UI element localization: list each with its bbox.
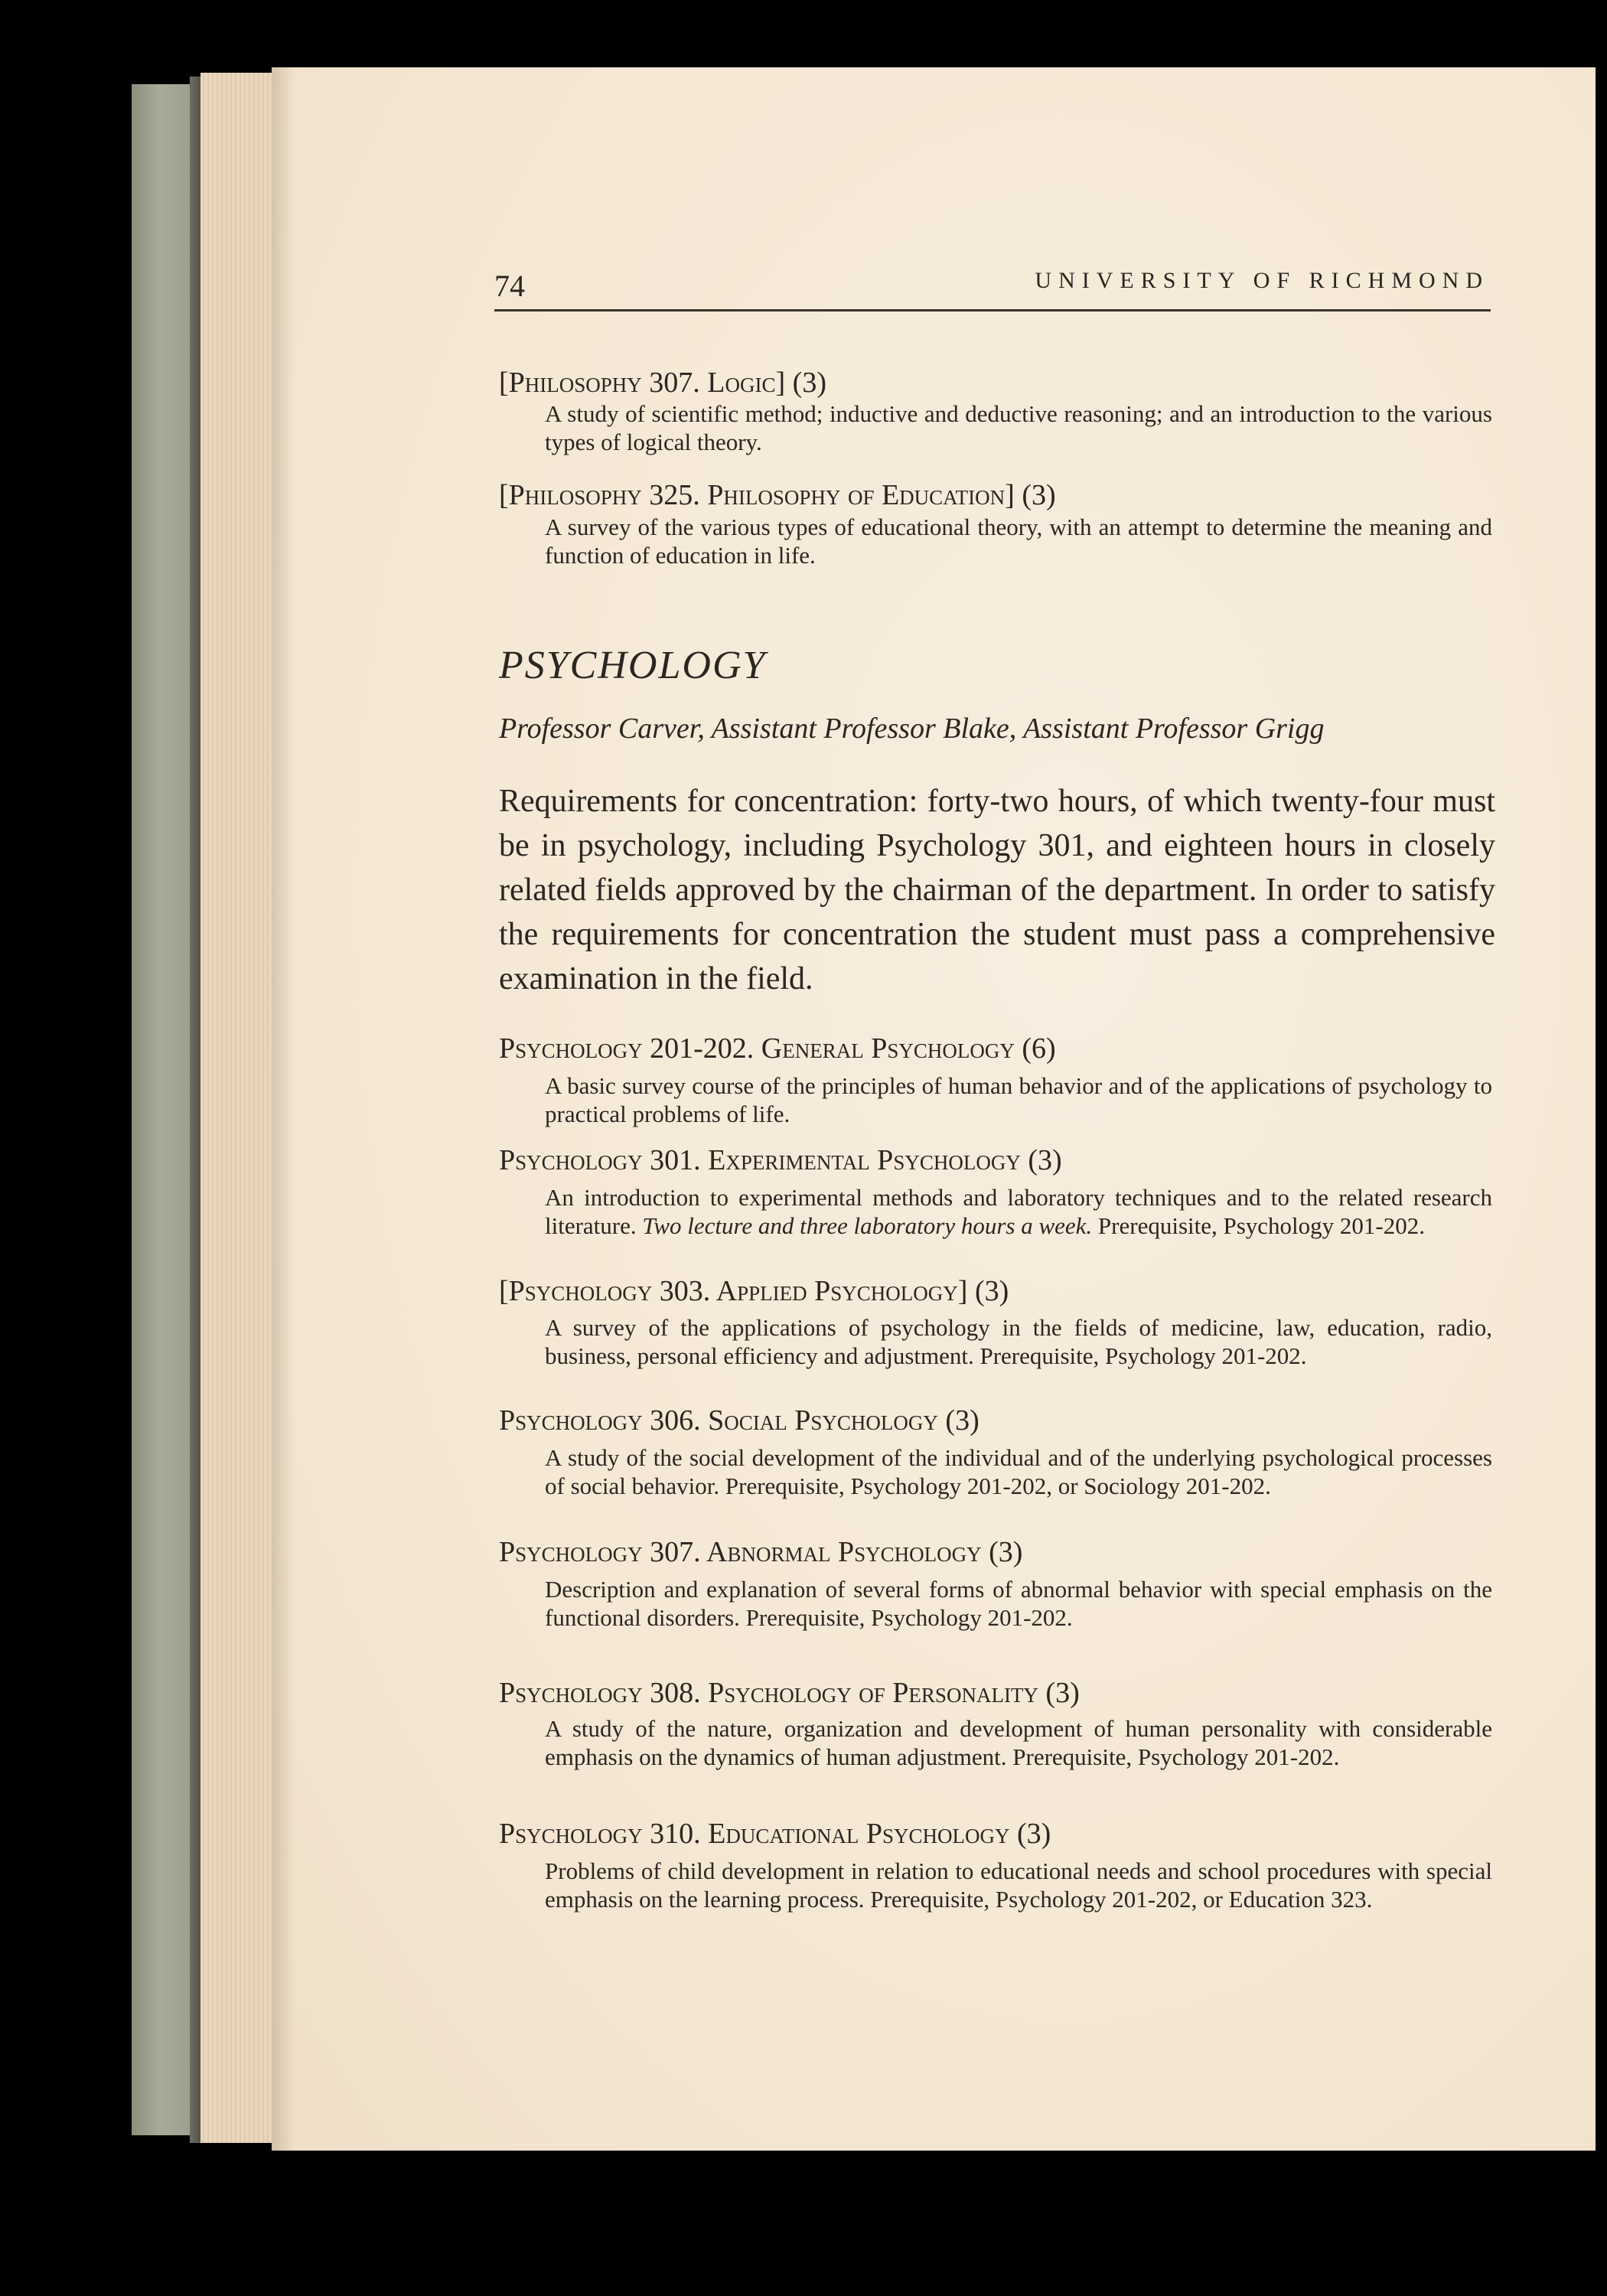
course-title-psychology-308: Psychology 308. Psychology of Personality (3): [499, 1677, 1080, 1709]
course-title-psychology-310: Psychology 310. Educational Psychology (3): [499, 1818, 1051, 1850]
description-italic: Two lecture and three laboratory hours a week.: [642, 1212, 1093, 1239]
running-title: UNIVERSITY OF RICHMOND: [1035, 268, 1489, 293]
course-title-psychology-303: [Psychology 303. Applied Psychology] (3): [499, 1275, 1009, 1307]
course-description-psychology-308: A study of the nature, organization and development of human personality with considerable emphasis on the dynamics of human adjustment. Prerequisite, Psychology 201-202.: [545, 1715, 1492, 1770]
course-title-philosophy-307: [Philosophy 307. Logic] (3): [499, 367, 826, 399]
page-gutter-shadow: [272, 67, 295, 2151]
course-title-psychology-307: Psychology 307. Abnormal Psychology (3): [499, 1536, 1023, 1568]
course-title-philosophy-325: [Philosophy 325. Philosophy of Education] (3): [499, 479, 1056, 511]
course-title-psychology-201-202: Psychology 201-202. General Psychology (6): [499, 1032, 1056, 1065]
page-header: [494, 268, 1489, 311]
course-description-philosophy-325: A survey of the various types of educational theory, with an attempt to determine the meaning and function of education in life.: [545, 514, 1492, 569]
course-description-psychology-307: Description and explanation of several forms of abnormal behavior with special emphasis on the functional disorders. Prerequisite, Psychology 201-202.: [545, 1576, 1492, 1631]
course-description-psychology-301: [545, 1183, 1492, 1240]
section-title: PSYCHOLOGY: [499, 644, 767, 687]
page-number: 74: [494, 269, 525, 303]
course-description-psychology-303: A survey of the applications of psychology in the fields of medicine, law, education, radio, business, personal efficiency and adjustment. Prerequisite, Psychology 201-202.: [545, 1314, 1492, 1369]
course-description-psychology-201-202: A basic survey course of the principles of human behavior and of the applications of psychology to practical problems of life.: [545, 1072, 1492, 1127]
description-prerequisite: Prerequisite, Psychology 201-202.: [1097, 1212, 1425, 1239]
course-title-psychology-306: Psychology 306. Social Psychology (3): [499, 1404, 980, 1437]
course-description-psychology-310: Problems of child development in relation to educational needs and school procedures with special emphasis on the learning process. Prerequisite, Psychology 201-202, or Education 323.: [545, 1857, 1492, 1913]
description-text: An introduction to experimental methods and laboratory techniques and to the related research literature.: [545, 1184, 1492, 1239]
course-description-psychology-306: A study of the social development of the individual and of the underlying psychological processes of social behavior. Prerequisite, Psychology 201-202, or Sociology 201-202.: [545, 1444, 1492, 1499]
course-description-philosophy-307: A study of scientific method; inductive and deductive reasoning; and an introduction to the various types of logical theory.: [545, 400, 1492, 455]
concentration-requirements: Requirements for concentration: forty-two hours, of which twenty-four must be in psychology, including Psychology 301, and eighteen hours in closely related fields approved by the chairman of the department. In order to satisfy the requirements for concentration the student must pass a comprehensive examination in the field.: [499, 784, 1495, 996]
faculty-list: Professor Carver, Assistant Professor Blake, Assistant Professor Grigg: [499, 713, 1325, 745]
header-rule: [494, 309, 1491, 311]
course-title-psychology-301: Psychology 301. Experimental Psychology (3): [499, 1144, 1062, 1176]
